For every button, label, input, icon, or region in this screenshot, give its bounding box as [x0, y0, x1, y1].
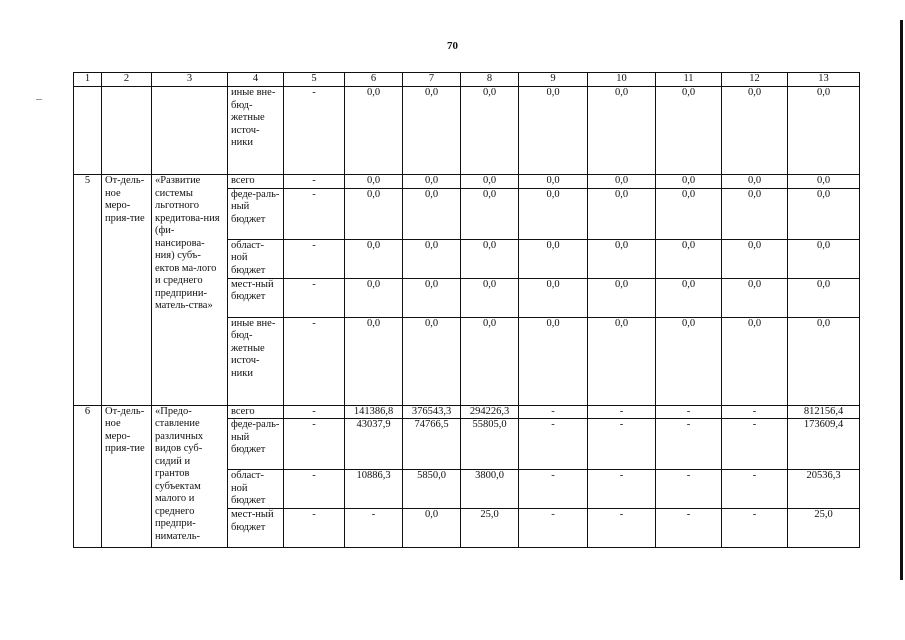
event-type: От-дель-ное меро-прия-тие	[102, 175, 152, 406]
cell-col5: -	[284, 509, 345, 548]
row-index: 5	[74, 175, 102, 406]
cell-col10: -	[588, 405, 656, 419]
cell-col8: 0,0	[461, 317, 519, 405]
cell-col12: -	[722, 419, 788, 470]
cell-col9: -	[519, 419, 588, 470]
cell-col5: -	[284, 175, 345, 189]
cell-col12: 0,0	[722, 175, 788, 189]
cell-col7: 74766,5	[403, 419, 461, 470]
cell-col9: 0,0	[519, 188, 588, 239]
cell-col6: 0,0	[345, 317, 403, 405]
budget-table	[73, 72, 860, 548]
cell-col7: 376543,3	[403, 405, 461, 419]
cell-col11: -	[656, 419, 722, 470]
cell-col8: 0,0	[461, 188, 519, 239]
cell-col10: 0,0	[588, 317, 656, 405]
cell-col12: 0,0	[722, 317, 788, 405]
cell-col9: 0,0	[519, 239, 588, 278]
header-cell: 8	[461, 73, 519, 87]
cell-col10: 0,0	[588, 239, 656, 278]
cell-col11: 0,0	[656, 188, 722, 239]
cell-col13: 0,0	[788, 239, 860, 278]
cell-col9: 0,0	[519, 175, 588, 189]
cell-col8: 55805,0	[461, 419, 519, 470]
cell-col8: 294226,3	[461, 405, 519, 419]
header-cell: 4	[228, 73, 284, 87]
cell-col12: -	[722, 470, 788, 509]
cell-col11: -	[656, 470, 722, 509]
table-row	[74, 175, 860, 189]
cell-col12: 0,0	[722, 239, 788, 278]
cell-col13: 812156,4	[788, 405, 860, 419]
cell-col13: 20536,3	[788, 470, 860, 509]
cell-col9: -	[519, 470, 588, 509]
cell-col7: 0,0	[403, 317, 461, 405]
header-cell: 12	[722, 73, 788, 87]
cell-col11: 0,0	[656, 278, 722, 317]
funding-source: иные вне-бюд-жетные источ-ники	[228, 317, 284, 405]
cell-col8: 0,0	[461, 87, 519, 175]
cell-col11: 0,0	[656, 175, 722, 189]
event-type	[102, 87, 152, 175]
header-cell: 10	[588, 73, 656, 87]
cell-col12: 0,0	[722, 278, 788, 317]
funding-source: иные вне-бюд-жетные источ-ники	[228, 87, 284, 175]
cell-col8: 25,0	[461, 509, 519, 548]
header-cell: 2	[102, 73, 152, 87]
cell-col5: -	[284, 470, 345, 509]
cell-col8: 0,0	[461, 278, 519, 317]
funding-source: област-ной бюджет	[228, 239, 284, 278]
event-type: От-дель-ное меро-прия-тие	[102, 405, 152, 548]
cell-col13: 25,0	[788, 509, 860, 548]
cell-col9: 0,0	[519, 87, 588, 175]
cell-col12: -	[722, 405, 788, 419]
funding-source: феде-раль-ный бюджет	[228, 419, 284, 470]
cell-col5: -	[284, 419, 345, 470]
cell-col10: 0,0	[588, 188, 656, 239]
cell-col6: 0,0	[345, 278, 403, 317]
event-name: «Предо-ставление различных видов суб-сидий и грантов субъектам малого и среднего предпри-ниматель-	[152, 405, 228, 548]
header-row	[74, 73, 860, 87]
scan-stray-mark	[36, 99, 42, 100]
funding-source: мест-ный бюджет	[228, 278, 284, 317]
cell-col6: 10886,3	[345, 470, 403, 509]
funding-source: всего	[228, 405, 284, 419]
cell-col13: 0,0	[788, 317, 860, 405]
cell-col7: 0,0	[403, 509, 461, 548]
cell-col9: -	[519, 405, 588, 419]
cell-col9: 0,0	[519, 317, 588, 405]
cell-col10: -	[588, 419, 656, 470]
cell-col13: 0,0	[788, 87, 860, 175]
cell-col10: 0,0	[588, 87, 656, 175]
cell-col5: -	[284, 87, 345, 175]
cell-col11: -	[656, 509, 722, 548]
cell-col8: 0,0	[461, 239, 519, 278]
cell-col6: 0,0	[345, 188, 403, 239]
cell-col11: -	[656, 405, 722, 419]
cell-col11: 0,0	[656, 87, 722, 175]
row-index	[74, 87, 102, 175]
cell-col13: 0,0	[788, 188, 860, 239]
cell-col6: 0,0	[345, 87, 403, 175]
cell-col6: 141386,8	[345, 405, 403, 419]
funding-source: всего	[228, 175, 284, 189]
cell-col5: -	[284, 405, 345, 419]
header-cell: 9	[519, 73, 588, 87]
table-row	[74, 405, 860, 419]
row-index: 6	[74, 405, 102, 548]
cell-col10: 0,0	[588, 175, 656, 189]
table-row	[74, 87, 860, 175]
cell-col12: -	[722, 509, 788, 548]
scan-edge-line	[900, 20, 903, 580]
funding-source: мест-ный бюджет	[228, 509, 284, 548]
cell-col5: -	[284, 239, 345, 278]
cell-col10: 0,0	[588, 278, 656, 317]
cell-col9: 0,0	[519, 278, 588, 317]
cell-col10: -	[588, 509, 656, 548]
cell-col7: 0,0	[403, 175, 461, 189]
header-cell: 6	[345, 73, 403, 87]
header-cell: 7	[403, 73, 461, 87]
cell-col9: -	[519, 509, 588, 548]
cell-col5: -	[284, 188, 345, 239]
cell-col13: 0,0	[788, 278, 860, 317]
cell-col6: 43037,9	[345, 419, 403, 470]
funding-source: област-ной бюджет	[228, 470, 284, 509]
cell-col12: 0,0	[722, 87, 788, 175]
cell-col8: 0,0	[461, 175, 519, 189]
cell-col6: 0,0	[345, 175, 403, 189]
cell-col5: -	[284, 278, 345, 317]
cell-col13: 0,0	[788, 175, 860, 189]
event-name: «Развитие системы льготного кредитова-ния (фи-нансирова-ния) субъ-ектов ма-лого и среднего предприни-матель-ства»	[152, 175, 228, 406]
header-cell: 1	[74, 73, 102, 87]
header-cell: 5	[284, 73, 345, 87]
cell-col5: -	[284, 317, 345, 405]
header-cell: 13	[788, 73, 860, 87]
cell-col11: 0,0	[656, 317, 722, 405]
funding-source: феде-раль-ный бюджет	[228, 188, 284, 239]
cell-col10: -	[588, 470, 656, 509]
cell-col6: 0,0	[345, 239, 403, 278]
cell-col7: 0,0	[403, 278, 461, 317]
cell-col8: 3800,0	[461, 470, 519, 509]
page-number: 70	[447, 40, 458, 52]
cell-col7: 5850,0	[403, 470, 461, 509]
header-cell: 11	[656, 73, 722, 87]
cell-col7: 0,0	[403, 188, 461, 239]
event-name	[152, 87, 228, 175]
cell-col11: 0,0	[656, 239, 722, 278]
cell-col13: 173609,4	[788, 419, 860, 470]
cell-col6: -	[345, 509, 403, 548]
cell-col7: 0,0	[403, 239, 461, 278]
cell-col12: 0,0	[722, 188, 788, 239]
cell-col7: 0,0	[403, 87, 461, 175]
header-cell: 3	[152, 73, 228, 87]
